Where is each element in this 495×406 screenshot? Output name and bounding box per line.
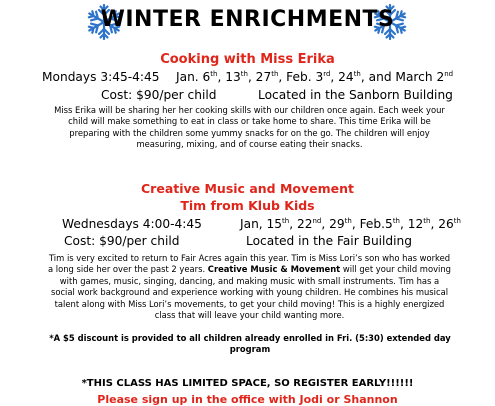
music-location: Located in the Fair Building bbox=[246, 234, 413, 248]
date-part: , 22 bbox=[289, 217, 313, 231]
cooking-dates bbox=[176, 70, 453, 84]
date-part: Jan. 6 bbox=[176, 70, 211, 84]
date-part: , and March 2 bbox=[360, 70, 445, 84]
ordinal-suffix: th bbox=[344, 217, 352, 225]
cooking-day: Mondays 3:45-4:45 bbox=[42, 70, 160, 84]
ordinal-suffix: th bbox=[453, 217, 461, 225]
cooking-heading: Cooking with Miss Erika bbox=[160, 52, 335, 67]
music-description-b: will get your child moving with games, music, singing, dancing, and making music with small instruments. Tim has a social work background and experience working with young children. He combines his musical talent along with Miss Lori’s movements, to get your child moving! This is a highly energized class that will leave your child wanting more. bbox=[50, 264, 451, 321]
page-title: WINTER ENRICHMENTS bbox=[100, 7, 395, 32]
music-day: Wednesdays 4:00-4:45 bbox=[62, 217, 202, 231]
music-description-bold: Creative Music & Movement bbox=[207, 264, 341, 275]
ordinal-suffix: th bbox=[353, 70, 361, 78]
date-part: , 13 bbox=[217, 70, 241, 84]
ordinal-suffix: th bbox=[423, 217, 431, 225]
ordinal-suffix: th bbox=[210, 70, 218, 78]
date-part: , 12 bbox=[400, 217, 424, 231]
signup-note: Please sign up in the office with Jodi or Shannon bbox=[97, 393, 398, 406]
date-part: , 24 bbox=[330, 70, 354, 84]
date-part: , 26 bbox=[430, 217, 454, 231]
music-heading: Creative Music and Movement bbox=[141, 181, 354, 196]
date-part: , Feb. 3 bbox=[278, 70, 324, 84]
ordinal-suffix: rd bbox=[323, 70, 331, 78]
ordinal-suffix: th bbox=[282, 217, 290, 225]
date-part: , 29 bbox=[321, 217, 345, 231]
cooking-location: Located in the Sanborn Building bbox=[258, 88, 453, 102]
cooking-description: Miss Erika will be sharing her her cooking skills with our children once again. Each week your child will make something to eat in class or take home to share. This time Erika will be preparing with the children some yummy snacks for on the go. The children will enjoy measuring, mixing, and of course eating their snacks. bbox=[54, 105, 445, 150]
limited-space-note: *THIS CLASS HAS LIMITED SPACE, SO REGISTER EARLY!!!!!! bbox=[81, 378, 414, 389]
ordinal-suffix: nd bbox=[312, 217, 322, 225]
music-description bbox=[47, 253, 452, 321]
music-cost: Cost: $90/per child bbox=[64, 234, 180, 248]
cooking-cost: Cost: $90/per child bbox=[101, 88, 217, 102]
music-subheading: Tim from Klub Kids bbox=[180, 198, 315, 213]
ordinal-suffix: th bbox=[240, 70, 248, 78]
discount-note: *A $5 discount is provided to all children already enrolled in Fri. (5:30) extended day program bbox=[49, 333, 451, 355]
date-part: , Feb.5 bbox=[351, 217, 393, 231]
ordinal-suffix: th bbox=[392, 217, 400, 225]
ordinal-suffix: th bbox=[271, 70, 279, 78]
music-dates bbox=[240, 217, 461, 231]
ordinal-suffix: nd bbox=[444, 70, 454, 78]
date-part: Jan, 15 bbox=[240, 217, 283, 231]
date-part: , 27 bbox=[247, 70, 272, 84]
music-description-a: Tim is very excited to return to Fair Acres again this year. Tim is Miss Lori’s son who has worked a long side her over the past 2 years. bbox=[48, 253, 451, 275]
